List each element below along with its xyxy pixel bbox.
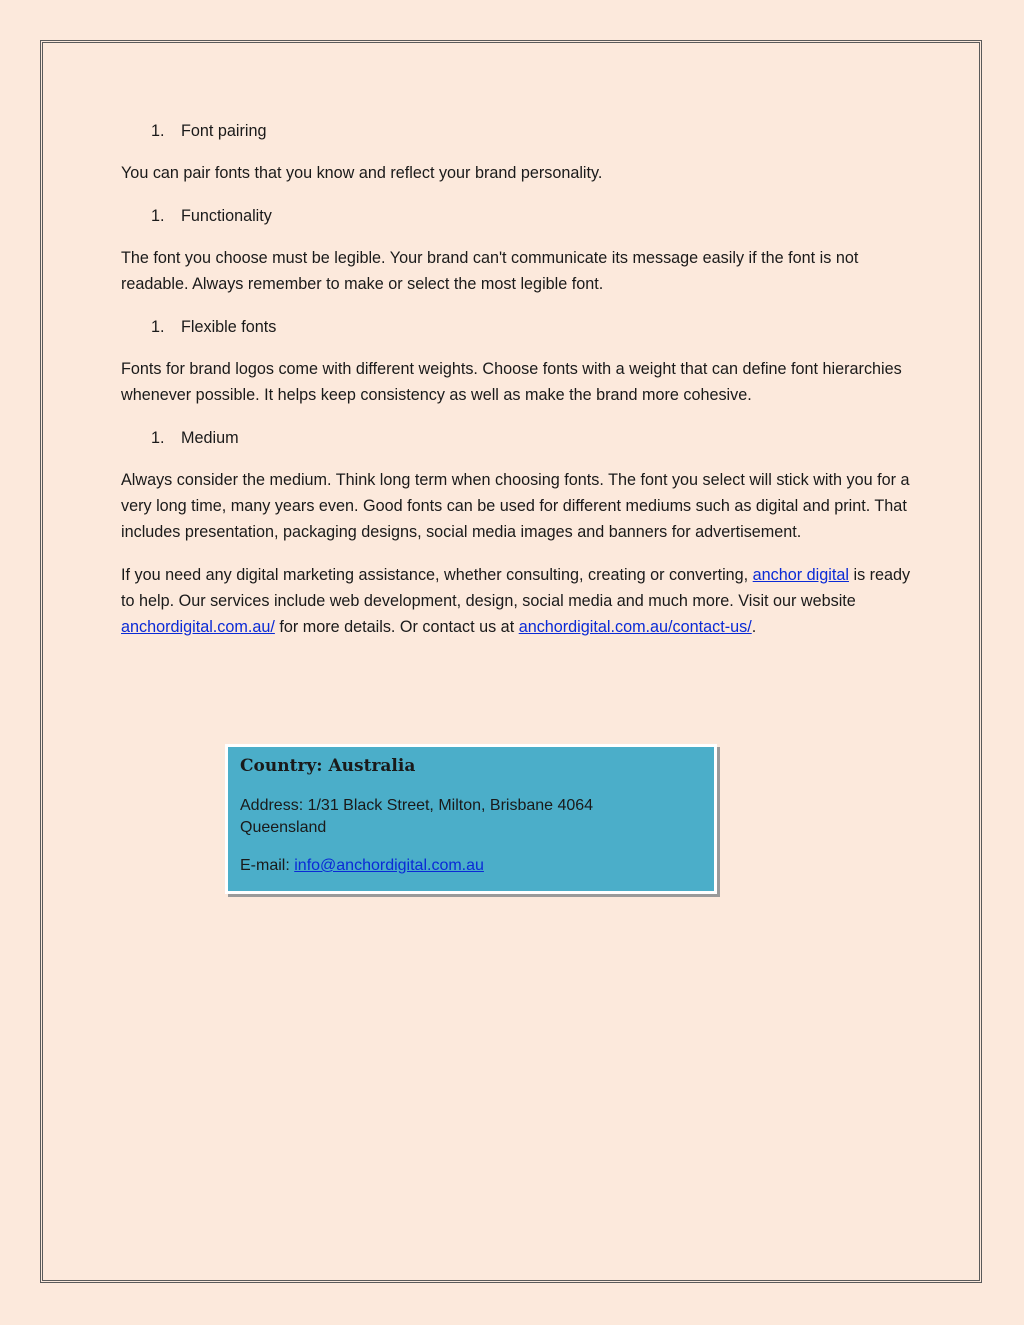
list-number: 1. bbox=[151, 207, 165, 225]
list-item-medium bbox=[121, 425, 911, 451]
section-heading: Font pairing bbox=[181, 122, 267, 140]
list-item-functionality bbox=[121, 203, 911, 229]
address-line-2: Queensland bbox=[240, 819, 327, 836]
email-link[interactable]: info@anchordigital.com.au bbox=[294, 857, 484, 874]
list-item-flexible-fonts bbox=[121, 314, 911, 340]
contact-info-box bbox=[225, 744, 717, 894]
anchor-digital-link[interactable]: anchor digital bbox=[752, 566, 849, 584]
country-title: Country: Australia bbox=[240, 756, 416, 776]
closing-text-1: If you need any digital marketing assistance, whether consulting, creating or converting, bbox=[121, 566, 753, 584]
section-heading: Flexible fonts bbox=[181, 318, 277, 336]
list-item-font-pairing bbox=[121, 118, 911, 144]
website-link[interactable]: anchordigital.com.au/ bbox=[121, 618, 275, 636]
contact-us-link[interactable]: anchordigital.com.au/contact-us/ bbox=[518, 618, 752, 636]
email-line bbox=[240, 855, 702, 877]
paragraph-closing bbox=[121, 562, 911, 640]
list-number: 1. bbox=[151, 429, 165, 447]
list-number: 1. bbox=[151, 318, 165, 336]
paragraph-flexible-fonts: Fonts for brand logos come with different weights. Choose fonts with a weight that can define font hierarchies whenever possible. It helps keep consistency as well as make the brand more cohesive. bbox=[121, 360, 902, 404]
address-text bbox=[240, 795, 702, 839]
section-heading: Medium bbox=[181, 429, 239, 447]
paragraph-font-pairing: You can pair fonts that you know and reflect your brand personality. bbox=[121, 164, 603, 182]
paragraph-functionality: The font you choose must be legible. Your brand can't communicate its message easily if the font is not readable. Always remember to make or select the most legible font. bbox=[121, 249, 859, 293]
email-label: E-mail: bbox=[240, 857, 295, 874]
address-line-1: Address: 1/31 Black Street, Milton, Brisbane 4064 bbox=[240, 797, 594, 814]
closing-text-2: is ready to help. Our services include web development, design, social media and much more. Visit our website bbox=[121, 566, 911, 610]
list-number: 1. bbox=[151, 122, 165, 140]
closing-text-3: for more details. Or contact us at bbox=[274, 618, 519, 636]
document-body bbox=[121, 118, 911, 657]
paragraph-medium: Always consider the medium. Think long term when choosing fonts. The font you select will stick with you for a very long time, many years even. Good fonts can be used for different mediums such as digital and print. That includes presentation, packaging designs, social media images and banners for advertisement. bbox=[121, 471, 910, 541]
section-heading: Functionality bbox=[181, 207, 272, 225]
closing-text-4: . bbox=[751, 618, 757, 636]
